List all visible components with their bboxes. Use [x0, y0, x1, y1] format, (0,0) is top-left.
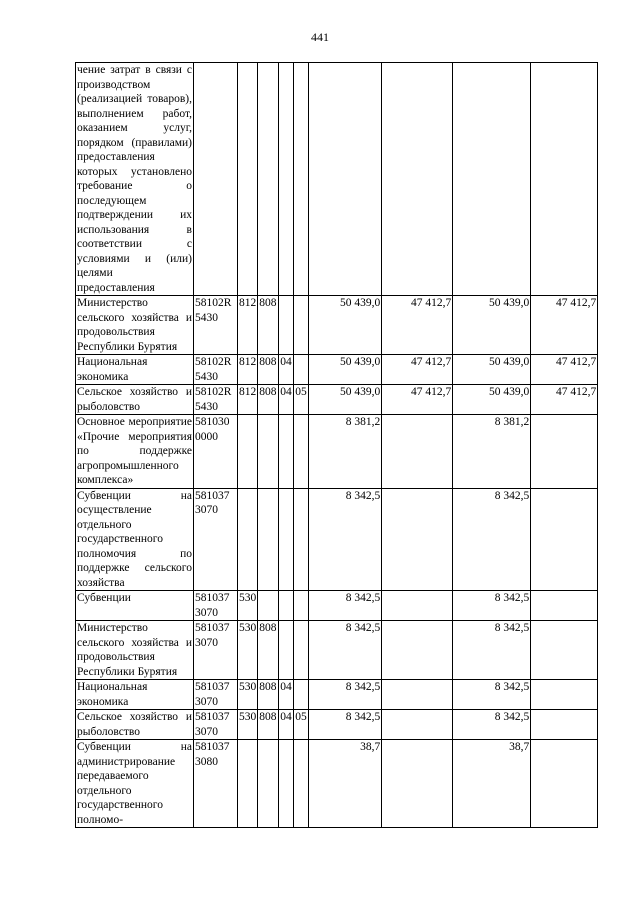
row-code-cell: 58102R 5430: [194, 385, 238, 415]
table-row: [76, 740, 598, 828]
row-amount-2-cell: [382, 710, 453, 740]
row-code-cell: [194, 63, 238, 296]
row-amount-4-cell: 47 412,7: [531, 385, 598, 415]
row-pr-cell: [294, 355, 309, 385]
row-amount-1-cell: 8 381,2: [309, 415, 382, 489]
row-code-cell: 581037 3070: [194, 680, 238, 710]
row-amount-2-cell: [382, 591, 453, 621]
row-gr-cell: [258, 488, 279, 591]
row-vr-cell: 530: [238, 621, 258, 680]
row-vr-cell: [238, 415, 258, 489]
row-amount-3-cell: 8 342,5: [453, 591, 531, 621]
row-rz-cell: [279, 621, 294, 680]
row-amount-3-cell: 8 342,5: [453, 621, 531, 680]
row-amount-3-cell: 8 381,2: [453, 415, 531, 489]
table-row: [76, 385, 598, 415]
row-rz-cell: [279, 591, 294, 621]
row-amount-1-cell: 8 342,5: [309, 680, 382, 710]
row-vr-cell: [238, 63, 258, 296]
page-number: 441: [311, 30, 329, 44]
row-amount-2-cell: 47 412,7: [382, 355, 453, 385]
row-amount-2-cell: [382, 621, 453, 680]
row-amount-4-cell: 47 412,7: [531, 355, 598, 385]
row-rz-cell: 04: [279, 710, 294, 740]
row-amount-1-cell: 50 439,0: [309, 385, 382, 415]
row-name-cell: Субвенции: [76, 591, 194, 621]
row-vr-cell: 530: [238, 710, 258, 740]
row-amount-4-cell: [531, 415, 598, 489]
row-amount-3-cell: 8 342,5: [453, 488, 531, 591]
row-code-cell: 58102R 5430: [194, 296, 238, 355]
row-amount-3-cell: 8 342,5: [453, 680, 531, 710]
row-rz-cell: [279, 415, 294, 489]
row-amount-4-cell: [531, 488, 598, 591]
row-amount-4-cell: [531, 680, 598, 710]
row-rz-cell: [279, 296, 294, 355]
row-code-cell: 581037 3070: [194, 591, 238, 621]
table-row: [76, 710, 598, 740]
table-row: [76, 415, 598, 489]
row-amount-1-cell: 50 439,0: [309, 296, 382, 355]
row-amount-2-cell: 47 412,7: [382, 385, 453, 415]
row-gr-cell: 808: [258, 355, 279, 385]
row-code-cell: 581037 3070: [194, 488, 238, 591]
row-vr-cell: 812: [238, 385, 258, 415]
row-rz-cell: [279, 488, 294, 591]
row-pr-cell: [294, 680, 309, 710]
row-amount-4-cell: [531, 740, 598, 828]
row-name-cell: Субвенции на осуществление отдельного государственного полномочия по поддержке сельского хозяйства: [77, 489, 192, 589]
row-code-cell: 581030 0000: [194, 415, 238, 489]
table-row: [76, 63, 598, 296]
row-amount-3-cell: 38,7: [453, 740, 531, 828]
row-vr-cell: 530: [238, 591, 258, 621]
row-code-cell: 581037 3070: [194, 621, 238, 680]
row-vr-cell: 812: [238, 355, 258, 385]
row-code-cell: 581037 3070: [194, 710, 238, 740]
row-amount-3-cell: 50 439,0: [453, 355, 531, 385]
row-vr-cell: [238, 740, 258, 828]
row-vr-cell: 530: [238, 680, 258, 710]
table-row: [76, 355, 598, 385]
row-rz-cell: [279, 63, 294, 296]
row-amount-1-cell: 8 342,5: [309, 710, 382, 740]
row-gr-cell: 808: [258, 385, 279, 415]
row-code-cell: 581037 3080: [194, 740, 238, 828]
budget-table-body: [76, 63, 598, 828]
budget-table: [75, 62, 598, 828]
row-pr-cell: [294, 740, 309, 828]
row-amount-1-cell: 8 342,5: [309, 621, 382, 680]
row-gr-cell: [258, 740, 279, 828]
row-name-cell: Субвенции на администрирование передаваемого отдельного государственного полномо-: [77, 741, 192, 826]
table-row: [76, 488, 598, 591]
row-amount-4-cell: 47 412,7: [531, 296, 598, 355]
row-amount-1-cell: 50 439,0: [309, 355, 382, 385]
row-amount-2-cell: [382, 415, 453, 489]
row-amount-3-cell: [453, 63, 531, 296]
row-gr-cell: [258, 415, 279, 489]
row-amount-1-cell: 38,7: [309, 740, 382, 828]
row-amount-2-cell: 47 412,7: [382, 296, 453, 355]
row-amount-1-cell: [309, 63, 382, 296]
row-pr-cell: [294, 488, 309, 591]
row-pr-cell: [294, 63, 309, 296]
row-amount-3-cell: 50 439,0: [453, 385, 531, 415]
row-name-cell: чение затрат в связи с производством (реализацией товаров), выполнением работ, оказанием услуг, порядком (правилами) предоставления которых установлено требование о последующем подтверждении их использования в соответствии с условиями и (или) целями предоставления: [77, 64, 192, 294]
row-pr-cell: [294, 296, 309, 355]
row-amount-4-cell: [531, 591, 598, 621]
row-amount-4-cell: [531, 621, 598, 680]
row-name-cell: Сельское хозяйство и рыболовство: [77, 711, 192, 738]
row-code-cell: 58102R 5430: [194, 355, 238, 385]
row-vr-cell: 812: [238, 296, 258, 355]
table-row: [76, 680, 598, 710]
table-row: [76, 621, 598, 680]
row-name-cell: Национальная экономика: [76, 680, 194, 710]
row-name-cell: Министерство сельского хозяйства и продовольствия Республики Бурятия: [77, 297, 192, 353]
row-amount-4-cell: [531, 710, 598, 740]
row-name-cell: Национальная экономика: [76, 355, 194, 385]
table-row: [76, 296, 598, 355]
row-gr-cell: [258, 63, 279, 296]
row-gr-cell: 808: [258, 680, 279, 710]
row-name-cell: Сельское хозяйство и рыболовство: [77, 386, 192, 413]
table-row: [76, 591, 598, 621]
row-vr-cell: [238, 488, 258, 591]
row-gr-cell: 808: [258, 710, 279, 740]
row-amount-2-cell: [382, 740, 453, 828]
row-amount-3-cell: 8 342,5: [453, 710, 531, 740]
row-name-cell: Министерство сельского хозяйства и продовольствия Республики Бурятия: [77, 622, 192, 678]
row-pr-cell: [294, 591, 309, 621]
row-gr-cell: [258, 591, 279, 621]
row-name-cell: Основное мероприятие «Прочие мероприятия по поддержке агропромышленного комплекса»: [77, 416, 192, 486]
row-amount-1-cell: 8 342,5: [309, 591, 382, 621]
row-amount-2-cell: [382, 488, 453, 591]
row-amount-3-cell: 50 439,0: [453, 296, 531, 355]
row-rz-cell: [279, 740, 294, 828]
row-pr-cell: 05: [294, 385, 309, 415]
row-rz-cell: 04: [279, 680, 294, 710]
row-pr-cell: [294, 621, 309, 680]
row-amount-2-cell: [382, 680, 453, 710]
row-pr-cell: [294, 415, 309, 489]
row-amount-4-cell: [531, 63, 598, 296]
row-gr-cell: 808: [258, 296, 279, 355]
row-pr-cell: 05: [294, 710, 309, 740]
row-gr-cell: 808: [258, 621, 279, 680]
row-amount-1-cell: 8 342,5: [309, 488, 382, 591]
row-amount-2-cell: [382, 63, 453, 296]
row-rz-cell: 04: [279, 355, 294, 385]
row-rz-cell: 04: [279, 385, 294, 415]
